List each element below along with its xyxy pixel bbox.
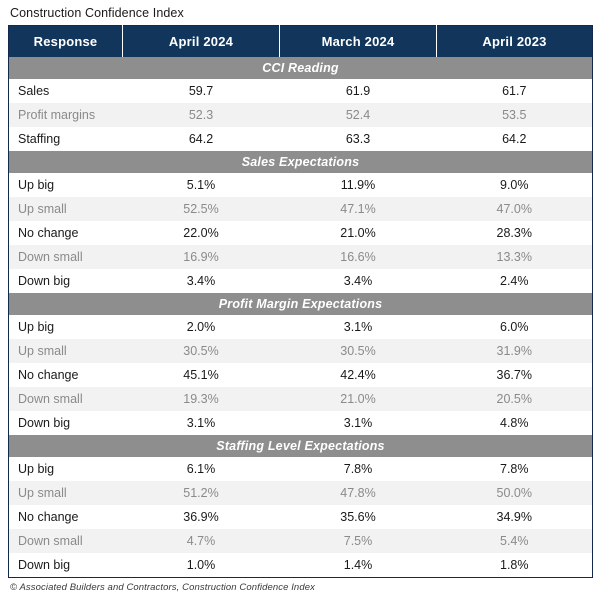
- table-row: [9, 269, 593, 293]
- cell-value: 34.9%: [437, 505, 593, 529]
- cell-value: 7.8%: [280, 457, 437, 481]
- cell-value: 19.3%: [123, 387, 280, 411]
- cell-value: 1.8%: [437, 553, 593, 578]
- row-label: Up small: [9, 197, 123, 221]
- section-heading: Profit Margin Expectations: [9, 293, 593, 315]
- cell-value: 51.2%: [123, 481, 280, 505]
- cell-value: 21.0%: [280, 221, 437, 245]
- table-body: [9, 57, 593, 578]
- cell-value: 3.4%: [123, 269, 280, 293]
- row-label: Staffing: [9, 127, 123, 151]
- table-row: [9, 79, 593, 103]
- cell-value: 61.7: [437, 79, 593, 103]
- column-header-response: Response: [9, 26, 123, 58]
- table-row: [9, 505, 593, 529]
- section-heading-row: [9, 57, 593, 79]
- cell-value: 64.2: [437, 127, 593, 151]
- cell-value: 30.5%: [123, 339, 280, 363]
- section-heading: Staffing Level Expectations: [9, 435, 593, 457]
- cci-table: [8, 25, 593, 578]
- cell-value: 36.7%: [437, 363, 593, 387]
- column-header-april-2023: April 2023: [437, 26, 593, 58]
- row-label: Down big: [9, 553, 123, 578]
- row-label: No change: [9, 363, 123, 387]
- row-label: Up big: [9, 315, 123, 339]
- cell-value: 3.4%: [280, 269, 437, 293]
- cell-value: 21.0%: [280, 387, 437, 411]
- column-header-april-2024: April 2024: [123, 26, 280, 58]
- cell-value: 31.9%: [437, 339, 593, 363]
- cell-value: 36.9%: [123, 505, 280, 529]
- cell-value: 47.8%: [280, 481, 437, 505]
- header-row: [9, 26, 593, 58]
- cell-value: 7.5%: [280, 529, 437, 553]
- cell-value: 63.3: [280, 127, 437, 151]
- table-row: [9, 221, 593, 245]
- row-label: Down small: [9, 245, 123, 269]
- cell-value: 47.0%: [437, 197, 593, 221]
- cell-value: 52.4: [280, 103, 437, 127]
- cell-value: 1.0%: [123, 553, 280, 578]
- row-label: Up small: [9, 481, 123, 505]
- table-row: [9, 173, 593, 197]
- cell-value: 2.0%: [123, 315, 280, 339]
- section-heading: CCI Reading: [9, 57, 593, 79]
- table-row: [9, 529, 593, 553]
- cell-value: 52.3: [123, 103, 280, 127]
- section-heading-row: [9, 151, 593, 173]
- table-row: [9, 127, 593, 151]
- cell-value: 9.0%: [437, 173, 593, 197]
- table-header: [9, 26, 593, 58]
- cell-value: 6.0%: [437, 315, 593, 339]
- row-label: Sales: [9, 79, 123, 103]
- table-row: [9, 481, 593, 505]
- column-header-march-2024: March 2024: [280, 26, 437, 58]
- page-title: Construction Confidence Index: [10, 6, 184, 20]
- cell-value: 64.2: [123, 127, 280, 151]
- cell-value: 4.8%: [437, 411, 593, 435]
- table-row: [9, 197, 593, 221]
- cell-value: 3.1%: [280, 411, 437, 435]
- cell-value: 6.1%: [123, 457, 280, 481]
- cell-value: 20.5%: [437, 387, 593, 411]
- row-label: Up big: [9, 173, 123, 197]
- cell-value: 16.6%: [280, 245, 437, 269]
- table-row: [9, 103, 593, 127]
- footnote: © Associated Builders and Contractors, Construction Confidence Index: [10, 582, 315, 593]
- cell-value: 2.4%: [437, 269, 593, 293]
- cell-value: 30.5%: [280, 339, 437, 363]
- table-row: [9, 339, 593, 363]
- row-label: Down big: [9, 411, 123, 435]
- table-row: [9, 315, 593, 339]
- row-label: Down small: [9, 529, 123, 553]
- cell-value: 59.7: [123, 79, 280, 103]
- cell-value: 52.5%: [123, 197, 280, 221]
- cell-value: 22.0%: [123, 221, 280, 245]
- cell-value: 35.6%: [280, 505, 437, 529]
- row-label: No change: [9, 505, 123, 529]
- section-heading-row: [9, 293, 593, 315]
- cell-value: 61.9: [280, 79, 437, 103]
- section-heading-row: [9, 435, 593, 457]
- cell-value: 11.9%: [280, 173, 437, 197]
- row-label: Down big: [9, 269, 123, 293]
- cell-value: 50.0%: [437, 481, 593, 505]
- table-row: [9, 553, 593, 578]
- cell-value: 5.1%: [123, 173, 280, 197]
- row-label: Down small: [9, 387, 123, 411]
- row-label: Up small: [9, 339, 123, 363]
- row-label: Profit margins: [9, 103, 123, 127]
- cell-value: 45.1%: [123, 363, 280, 387]
- table-row: [9, 245, 593, 269]
- cell-value: 7.8%: [437, 457, 593, 481]
- table-row: [9, 457, 593, 481]
- cell-value: 5.4%: [437, 529, 593, 553]
- table-row: [9, 387, 593, 411]
- cell-value: 3.1%: [123, 411, 280, 435]
- section-heading: Sales Expectations: [9, 151, 593, 173]
- cell-value: 42.4%: [280, 363, 437, 387]
- cell-value: 16.9%: [123, 245, 280, 269]
- cell-value: 3.1%: [280, 315, 437, 339]
- cell-value: 1.4%: [280, 553, 437, 578]
- cell-value: 47.1%: [280, 197, 437, 221]
- cell-value: 13.3%: [437, 245, 593, 269]
- cell-value: 4.7%: [123, 529, 280, 553]
- cell-value: 53.5: [437, 103, 593, 127]
- row-label: Up big: [9, 457, 123, 481]
- table-row: [9, 363, 593, 387]
- table-row: [9, 411, 593, 435]
- row-label: No change: [9, 221, 123, 245]
- cell-value: 28.3%: [437, 221, 593, 245]
